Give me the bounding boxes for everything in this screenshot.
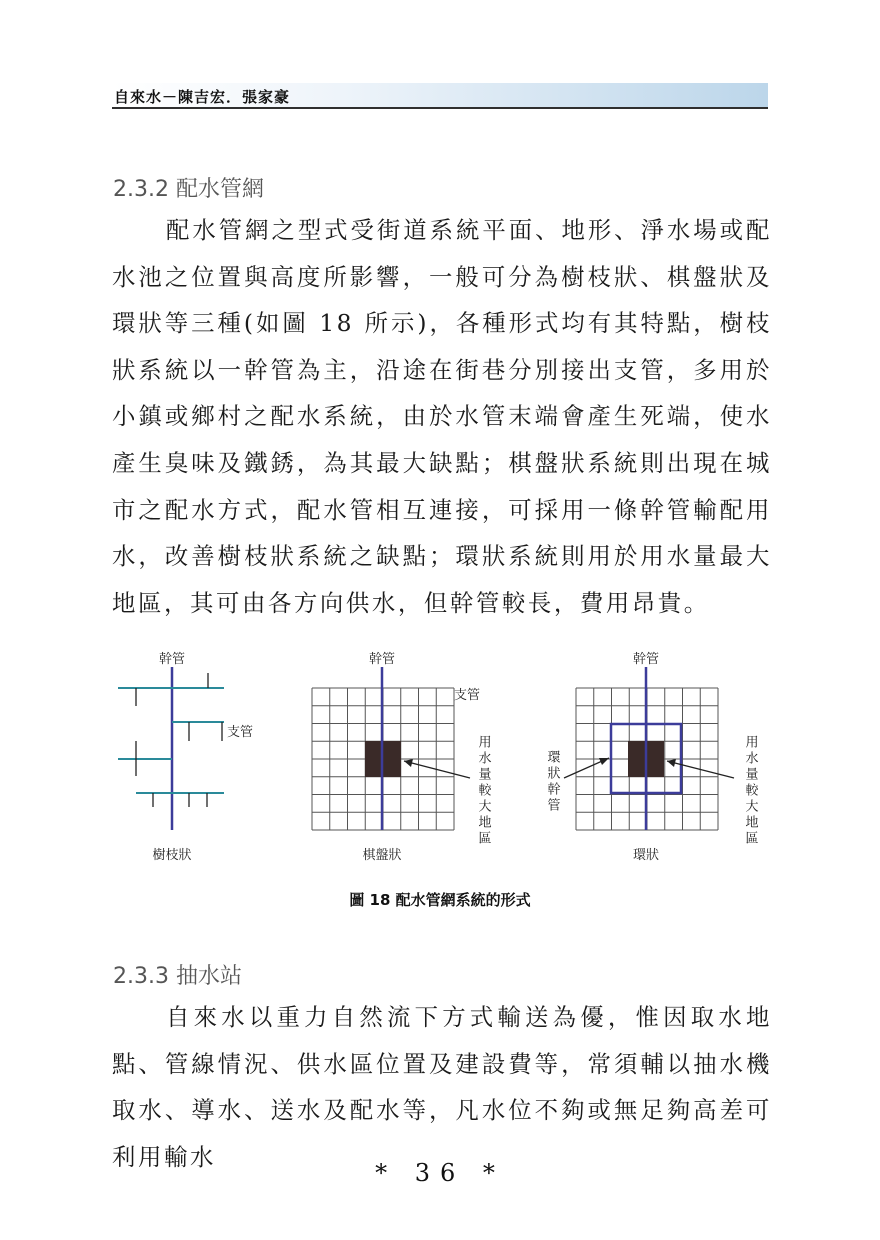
ring-demand-label: 用水量較大地區 [742,735,758,847]
figure-caption: 圖 18 配水管網系統的形式 [349,891,531,909]
ring-main-label: 幹管 [632,652,660,667]
figure-network-types [112,645,772,875]
section-heading-pump-station: 2.3.3 抽水站 [113,964,242,989]
paragraph-distribution-network: 配水管網之型式受街道系統平面、地形、淨水場或配水池之位置與高度所影響，一般可分為樹枝狀、棋盤狀及環狀等三種(如圖 18 所示)，各種形式均有其特點，樹枝狀系統以一幹管為主，沿途在街巷分別接出支管，多用於小鎮或鄉村之配水系統，由於水管末端會產生死端，使水產生臭味及鐵銹，為其最大缺點；棋盤狀系統則出現在城市之配水方式，配水管相互連接，可採用一條幹管輸配用水，改善樹枝狀系統之缺點；環狀系統則用於用水量最大地區，其可由各方向供水，但幹管較長，費用昂貴。 [112,216,772,617]
grid-main-label: 幹管 [368,652,396,667]
grid-demand-label: 用水量較大地區 [475,735,491,847]
grid-diagram [312,651,491,863]
running-header [112,83,768,109]
grid-name: 棋盤狀 [362,848,402,863]
tree-main-label: 幹管 [158,652,186,667]
tree-name: 樹枝狀 [152,848,192,863]
paragraph-pump-station: 自來水以重力自然流下方式輸送為優，惟因取水地點、管線情況、供水區位置及建設費等，常須輔以抽水機取水、導水、送水及配水等，凡水位不夠或無足夠高差可利用輸水 [112,1003,772,1171]
grid-arrow-head [404,759,413,767]
ring-loop-arrow-head [599,758,609,765]
ring-diagram [545,651,759,863]
ring-loop-label: 環狀幹管 [544,750,560,814]
ring-name: 環狀 [632,848,660,863]
header-title: 自來水－陳吉宏．張家豪 [114,88,291,106]
section-heading-distribution-network: 2.3.2 配水管網 [113,177,264,202]
grid-branch-label: 支管 [454,688,481,703]
page-number: * 36 * [375,1159,505,1187]
ring-arrow-head [667,759,676,767]
tree-diagram [118,651,253,863]
tree-branch-label: 支管 [227,725,254,740]
grid-demand-arrow [404,761,470,778]
